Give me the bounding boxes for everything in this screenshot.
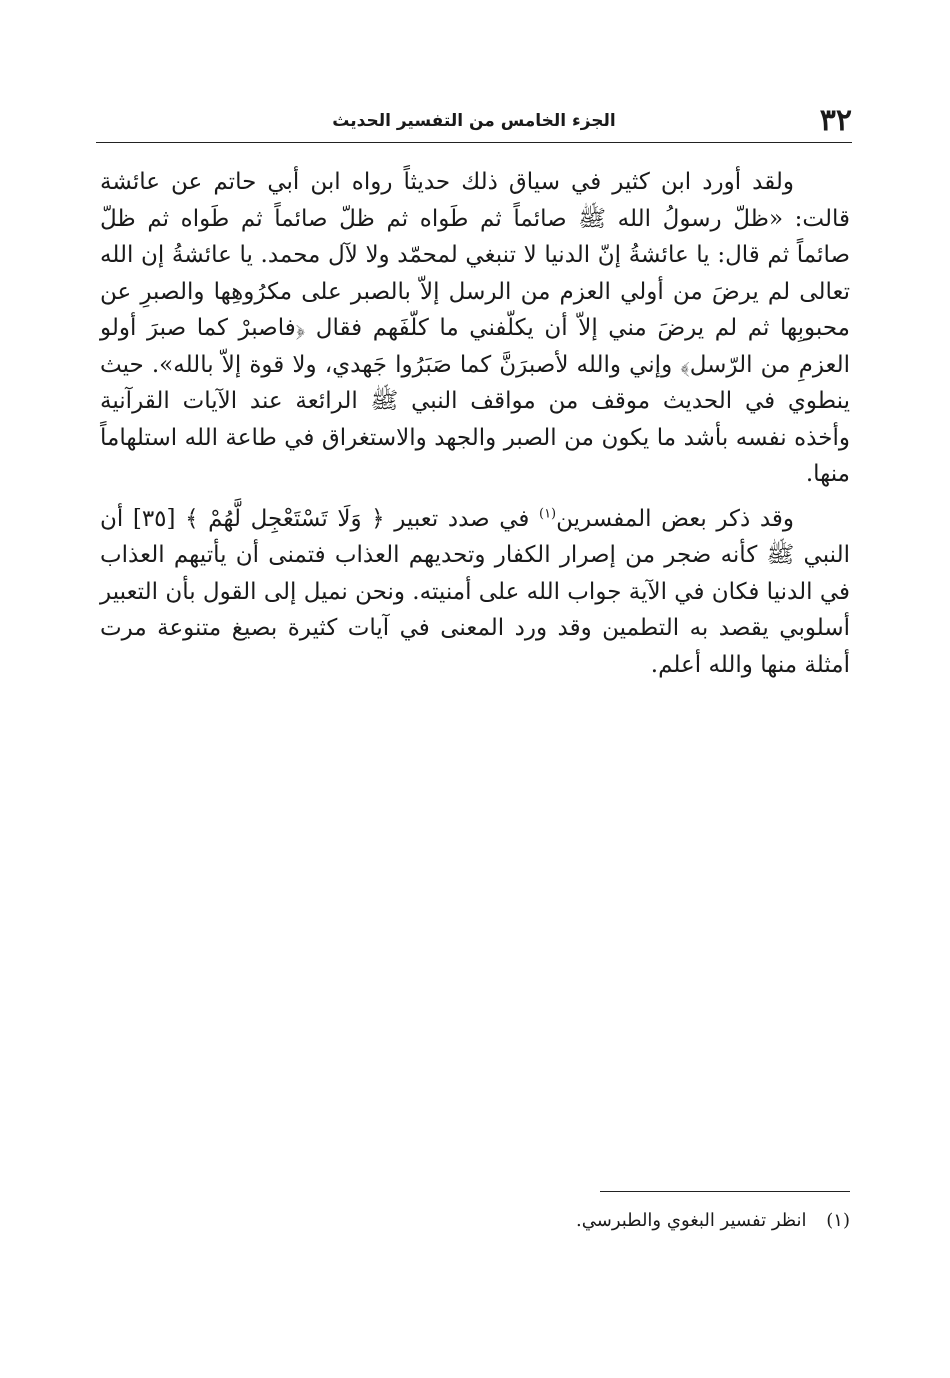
paragraph-1: ولقد أورد ابن كثير في سياق ذلك حديثاً رواه ابن أبي حاتم عن عائشة قالت: «ظلّ رسولُ الله ﷺ صائماً ثم طَواه ثم ظلّ صائماً ثم طَواه ثم ظلّ صائماً ثم قال: يا عائشةُ إنّ الدنيا لا تنبغي لمحمّد ولا لآل محمد. يا عائشةُ إن الله تعالى لم يرضَ من أولي العزم من الرسل إلاّ بالصبر على مكرُوهِها والصبرِ عن محبوبِها ثم لم يرضَ مني إلاّ أن يكلّفني ما كلّفَهم فقال ﴿فاصبرْ كما صبرَ أولو العزمِ من الرّسل﴾ وإني والله لأصبرَنَّ كما صَبَرُوا جَهدي، ولا قوة إلاّ بالله». حيث ينطوي في الحديث موقف من مواقف النبي ﷺ الرائعة عند الآيات القرآنية وأخذه نفسه بأشد ما يكون من الصبر والجهد والاستغراق في طاعة الله استلهاماً منها. — [100, 169, 850, 487]
page-header — [96, 102, 852, 143]
footnote-text: انظر تفسير البغوي والطبرسي. — [576, 1210, 807, 1231]
footnote-marker: (١) — [826, 1210, 850, 1231]
paragraph-2-rest: في صدد تعبير ﴿ وَلَا تَسْتَعْجِل لَّهُمْ ﴾ [٣٥] أن النبي ﷺ كأنه ضجر من إصرار الكفار وتحديهم العذاب فتمنى أن يأتيهم العذاب في الدنيا فكان في الآية جواب الله على أمنيته. ونحن نميل إلى القول بأن التعبير أسلوبي يقصد به التطمين وقد ورد المعنى في آيات كثيرة بصيغ متنوعة مرت أمثلة منها والله أعلم. — [100, 505, 850, 678]
running-title: الجزء الخامس من التفسير الحديث — [332, 111, 616, 131]
page-number: ٣٢ — [819, 103, 852, 138]
footnote — [250, 1208, 850, 1234]
main-text — [100, 164, 850, 691]
paragraph-2 — [100, 501, 850, 684]
footnote-reference[interactable]: (١) — [538, 505, 557, 521]
paragraph-2-start: وقد ذكر بعض المفسرين — [556, 505, 794, 532]
footnote-divider — [600, 1191, 850, 1192]
